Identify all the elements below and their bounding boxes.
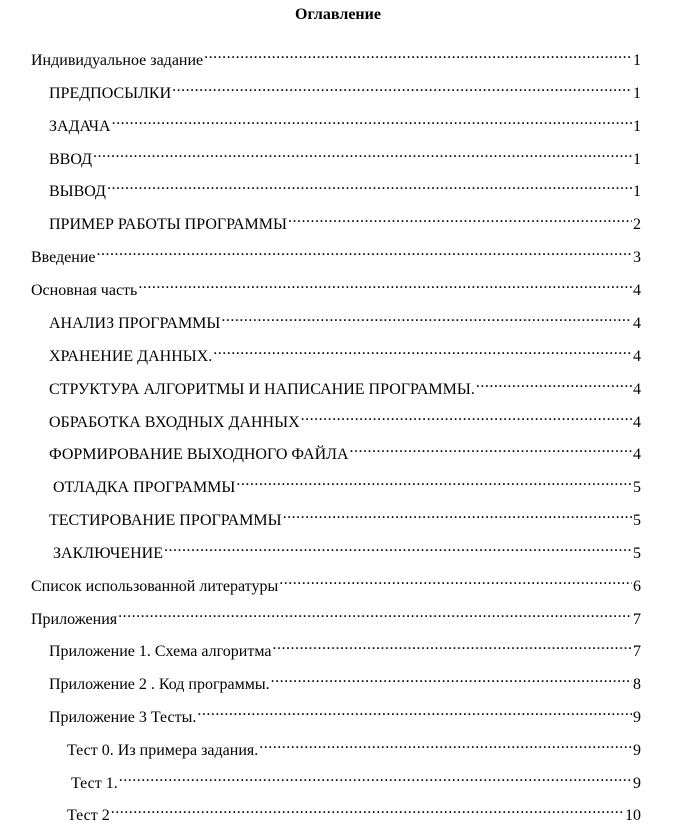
toc-entry-debugging[interactable] [53, 470, 641, 496]
toc-entry-text: Приложение 1. Схема алгоритма [49, 643, 272, 660]
toc-page-number: 4 [633, 446, 641, 463]
toc-page-number: 9 [633, 709, 641, 726]
toc-page-number: 5 [633, 479, 641, 496]
toc-entry-text: Введение [31, 249, 96, 266]
toc-entry-text: Приложения [31, 611, 118, 628]
toc-page-number: 4 [633, 381, 641, 398]
toc-leader-dots [288, 207, 632, 229]
toc-entry-appendix-3[interactable] [49, 700, 641, 726]
toc-entry-text: Тест 0. Из примера задания. [67, 742, 259, 759]
toc-page-number: 4 [633, 282, 641, 299]
toc-leader-dots [93, 142, 632, 164]
toc-leader-dots [118, 602, 632, 624]
toc-entry-task[interactable] [49, 109, 641, 135]
toc-leader-dots [164, 536, 632, 558]
toc-leader-dots [138, 273, 632, 295]
toc-entry-text: Список использованной литературы [31, 578, 279, 595]
toc-page-number: 7 [633, 643, 641, 660]
toc-entry-test-2[interactable] [67, 798, 641, 824]
toc-leader-dots [259, 733, 632, 755]
toc-leader-dots [97, 240, 633, 262]
toc-entry-introduction[interactable] [31, 240, 641, 266]
toc-page-number: 10 [625, 807, 641, 824]
toc-entry-text: ВВОД [49, 151, 93, 168]
toc-entry-test-0[interactable] [67, 733, 641, 759]
toc-page-number: 4 [633, 315, 641, 332]
toc-leader-dots [213, 339, 632, 361]
toc-page-number: 6 [633, 578, 641, 595]
toc-page-number: 2 [633, 216, 641, 233]
toc-page-number: 1 [633, 183, 641, 200]
toc-entry-appendix-1[interactable] [49, 634, 641, 660]
toc-leader-dots [272, 634, 632, 656]
toc-leader-dots [301, 405, 632, 427]
toc-entry-text: ПРИМЕР РАБОТЫ ПРОГРАММЫ [49, 216, 287, 233]
toc-entry-text: Индивидуальное задание [31, 52, 204, 69]
toc-entry-text: ЗАДАЧА [49, 118, 111, 135]
toc-leader-dots [221, 306, 632, 328]
toc-entry-text: ТЕСТИРОВАНИЕ ПРОГРАММЫ [49, 512, 282, 529]
toc-page-number: 5 [633, 512, 641, 529]
toc-page-number: 9 [633, 742, 641, 759]
toc-entry-main-part[interactable] [31, 273, 641, 299]
toc-entry-text: Тест 2 [67, 807, 110, 824]
toc-entry-appendix-2[interactable] [49, 667, 641, 693]
toc-entry-test-1[interactable] [71, 766, 641, 792]
toc-leader-dots [236, 470, 632, 492]
toc-entry-text: Тест 1. [71, 775, 118, 792]
toc-entry-text: ФОРМИРОВАНИЕ ВЫХОДНОГО ФАЙЛА [49, 446, 349, 463]
toc-entry-conclusion[interactable] [53, 536, 641, 562]
toc-page-number: 9 [633, 775, 641, 792]
toc-leader-dots [111, 798, 624, 820]
toc-entry-individual-task[interactable] [31, 43, 641, 69]
toc-entry-text: Приложение 2 . Код программы. [49, 676, 270, 693]
toc-entry-algorithm-structure[interactable] [49, 372, 641, 398]
toc-page-number: 4 [633, 414, 641, 431]
toc-leader-dots [279, 569, 632, 591]
toc-page-number: 1 [633, 85, 641, 102]
toc-entry-text: Приложение 3 Тесты. [49, 709, 197, 726]
toc-entry-text: ОТЛАДКА ПРОГРАММЫ [53, 479, 236, 496]
toc-entry-text: ХРАНЕНИЕ ДАННЫХ. [49, 348, 213, 365]
toc-page-number: 1 [633, 52, 641, 69]
toc-leader-dots [271, 667, 632, 689]
toc-entry-text: ОБРАБОТКА ВХОДНЫХ ДАННЫХ [49, 414, 300, 431]
toc-entry-text: Основная часть [31, 282, 138, 299]
toc-entry-text: ВЫВОД [49, 183, 106, 200]
toc-leader-dots [283, 503, 632, 525]
toc-page-number: 5 [633, 545, 641, 562]
toc-entry-testing[interactable] [49, 503, 641, 529]
page-title: Оглавление [295, 6, 381, 23]
toc-leader-dots [172, 76, 632, 98]
toc-page-number: 3 [633, 249, 641, 266]
toc-entry-output[interactable] [49, 174, 641, 200]
toc-leader-dots [112, 109, 632, 131]
toc-entry-data-storage[interactable] [49, 339, 641, 365]
toc-entry-prerequisites[interactable] [49, 76, 641, 102]
toc-entry-appendices[interactable] [31, 602, 641, 628]
toc-entry-program-analysis[interactable] [49, 306, 641, 332]
toc-entry-text: АНАЛИЗ ПРОГРАММЫ [49, 315, 221, 332]
toc-page-number: 4 [633, 348, 641, 365]
toc-page-number: 1 [633, 118, 641, 135]
toc-entry-text: ЗАКЛЮЧЕНИЕ [53, 545, 163, 562]
toc-page-number: 8 [633, 676, 641, 693]
toc-leader-dots [197, 700, 632, 722]
toc-entry-text: ПРЕДПОСЫЛКИ [49, 85, 172, 102]
toc-entry-output-file[interactable] [49, 437, 641, 463]
toc-leader-dots [204, 43, 632, 65]
toc-page-number: 7 [633, 611, 641, 628]
toc-entry-input-processing[interactable] [49, 405, 641, 431]
toc-entry-references[interactable] [31, 569, 641, 595]
toc-leader-dots [119, 766, 632, 788]
toc-entry-program-example[interactable] [49, 207, 641, 233]
toc-leader-dots [476, 372, 632, 394]
toc-entry-input[interactable] [49, 142, 641, 168]
toc-leader-dots [107, 174, 632, 196]
toc-leader-dots [350, 437, 632, 459]
toc-entry-text: СТРУКТУРА АЛГОРИТМЫ И НАПИСАНИЕ ПРОГРАММЫ. [49, 381, 475, 398]
toc-page-number: 1 [633, 151, 641, 168]
